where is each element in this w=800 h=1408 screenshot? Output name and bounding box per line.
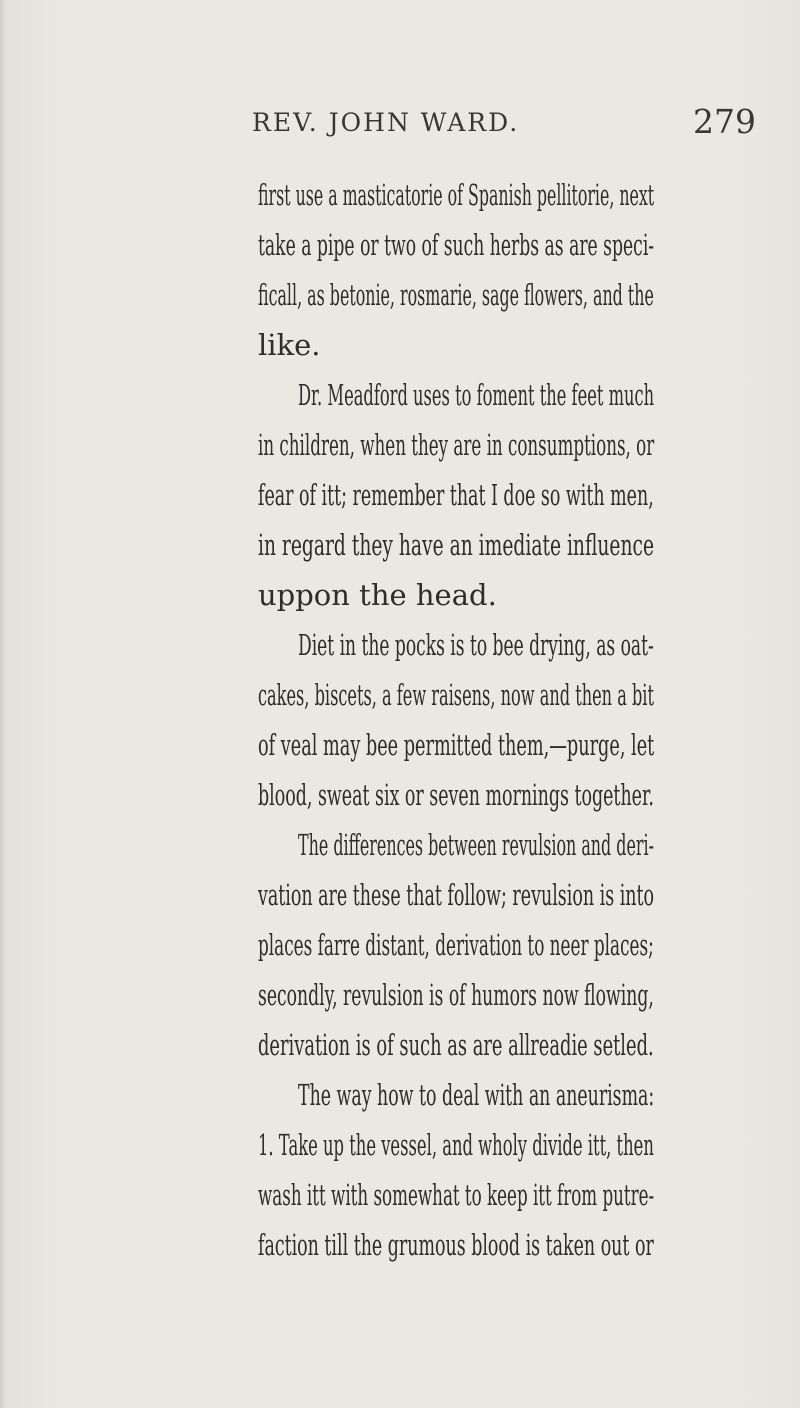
text-line: faction till the grumous blood is taken out or [258,1228,654,1262]
text-line: derivation is of such as are allreadie setled. [258,1028,654,1062]
text-line: places farre distant, derivation to neer places; [258,928,654,962]
text-line: ficall, as betonie, rosmarie, sage flowers, and the [258,278,654,312]
text-line: blood, sweat six or seven mornings together. [258,778,654,812]
text-line: fear of itt; remember that I doe so with men, [258,478,654,512]
text-line: 1. Take up the vessel, and wholy divide itt, then [258,1128,654,1162]
text-line: of veal may bee permitted them,—purge, let [258,728,655,762]
text-line: in regard they have an imediate influence [258,528,655,562]
text-line: The way how to deal with an aneurisma: [298,1078,655,1112]
text-line: take a pipe or two of such herbs as are speci- [258,228,655,262]
text-line: The differences between revulsion and deri- [298,828,654,862]
text-line: wash itt with somewhat to keep itt from putre- [258,1178,655,1212]
page-number: 279 [693,102,756,141]
text-line: first use a masticatorie of Spanish pellitorie, next [258,178,655,212]
running-head [0,102,800,148]
text-line: cakes, biscets, a few raisens, now and then a bit [258,678,654,712]
text-line: uppon the head. [258,578,497,612]
text-line: Dr. Meadford uses to foment the feet much [298,378,655,412]
running-title: REV. JOHN WARD. [252,108,520,137]
text-line: secondly, revulsion is of humors now flowing, [258,978,654,1012]
text-line: Diet in the pocks is to bee drying, as oat- [298,628,654,662]
text-line: like. [258,328,321,362]
page-edge-shadow [0,0,6,1408]
text-line: vation are these that follow; revulsion is into [258,878,655,912]
text-line: in children, when they are in consumptions, or [258,428,655,462]
